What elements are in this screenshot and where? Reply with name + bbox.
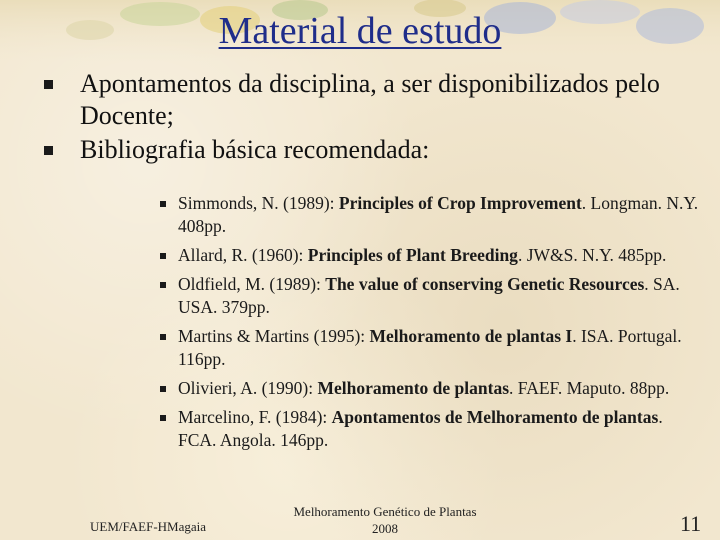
reference-title: Melhoramento de plantas xyxy=(317,378,510,398)
reference-publisher: . Longman. N.Y. 408pp. xyxy=(178,193,699,236)
reference-author: Marcelino, F. (1984): xyxy=(178,407,332,427)
main-bullet-text: Apontamentos da disciplina, a ser disponibilizados pelo Docente; xyxy=(80,69,660,130)
reference-author: Oldfield, M. (1989): xyxy=(178,274,326,294)
reference-publisher: . FCA. Angola. 146pp. xyxy=(178,407,663,450)
reference-publisher: . FAEF. Maputo. 88pp. xyxy=(509,378,670,398)
reference-author: Olivieri, A. (1990): xyxy=(178,378,318,398)
reference-item xyxy=(158,406,703,452)
reference-author: Allard, R. (1960): xyxy=(178,245,308,265)
reference-list xyxy=(158,192,703,458)
reference-title: Principles of Plant Breeding xyxy=(307,245,518,265)
reference-publisher: . SA. USA. 379pp. xyxy=(178,274,680,317)
square-bullet-icon xyxy=(160,282,166,288)
main-bullet-text: Bibliografia básica recomendada: xyxy=(80,135,430,164)
footer-year: 2008 xyxy=(372,521,398,536)
reference-item xyxy=(158,244,703,267)
footer-author: UEM/FAEF-HMagaia xyxy=(90,519,207,534)
reference-title: Melhoramento de plantas I xyxy=(369,326,573,346)
main-bullet-item xyxy=(40,134,700,166)
square-bullet-icon xyxy=(160,253,166,259)
square-bullet-icon xyxy=(160,386,166,392)
footer-course-name: Melhoramento Genético de Plantas xyxy=(293,504,477,519)
main-bullet-item xyxy=(40,68,700,132)
reference-item xyxy=(158,273,703,319)
main-bullet-list xyxy=(40,68,700,168)
reference-item xyxy=(158,192,703,238)
square-bullet-icon xyxy=(44,80,53,89)
slide-title: Material de estudo xyxy=(218,10,502,52)
reference-item xyxy=(158,325,703,371)
reference-publisher: . JW&S. N.Y. 485pp. xyxy=(517,245,667,265)
square-bullet-icon xyxy=(160,201,166,207)
reference-author: Martins & Martins (1995): xyxy=(178,326,370,346)
reference-title: Principles of Crop Improvement xyxy=(338,193,582,213)
reference-author: Simmonds, N. (1989): xyxy=(178,193,339,213)
footer-course xyxy=(250,503,520,537)
page-number: 11 xyxy=(680,511,702,536)
reference-item xyxy=(158,377,703,400)
reference-publisher: . ISA. Portugal. 116pp. xyxy=(178,326,682,369)
square-bullet-icon xyxy=(160,334,166,340)
reference-title: Apontamentos de Melhoramento de plantas xyxy=(331,407,659,427)
square-bullet-icon xyxy=(44,146,53,155)
square-bullet-icon xyxy=(160,415,166,421)
reference-title: The value of conserving Genetic Resources xyxy=(325,274,645,294)
